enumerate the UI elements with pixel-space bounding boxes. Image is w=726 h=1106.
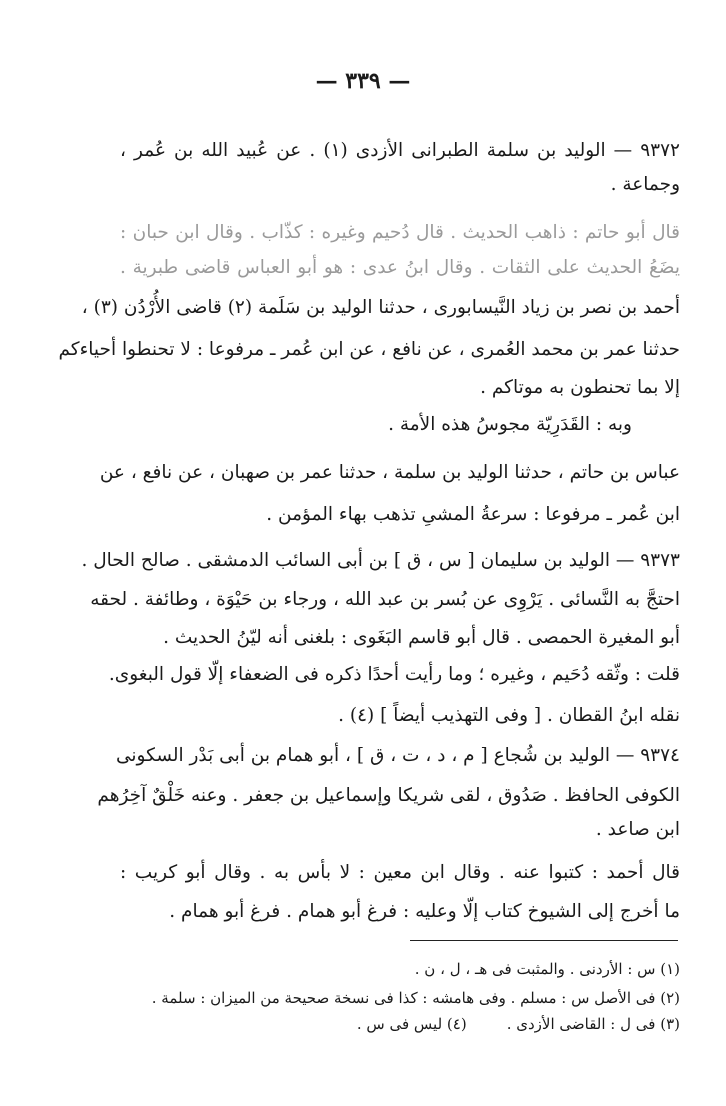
footnote-4: (٤) ليس فى س . bbox=[356, 1015, 467, 1033]
entry-9374-line-1: ٩٣٧٤ — الوليد بن شُجاع [ م ، د ، ت ، ق ] ، أبو همام بن أبى بَدْر السكونى bbox=[115, 745, 680, 766]
text-line: ابن عُمر ـ مرفوعا : سرعةُ المشىِ تذهب بهاء المؤمن . bbox=[266, 504, 680, 525]
text-line: وبه : القَدَرِيّة مجوسُ هذه الأمة . bbox=[388, 414, 632, 435]
footnote-1: (١) س : الأردنى . والمثبت فى هـ ، ل ، ن . bbox=[414, 960, 680, 978]
page-number: — ٣٣٩ — bbox=[315, 68, 411, 94]
text-line: قال أحمد : كتبوا عنه . وقال ابن معين : لا بأس به . وقال أبو كريب : bbox=[120, 862, 680, 883]
footnote-divider bbox=[410, 940, 678, 941]
entry-9372-line-2: وجماعة . bbox=[610, 174, 680, 195]
text-line: الكوفى الحافظ . صَدُوق ، لقى شريكا وإسماعيل بن جعفر . وعنه خَلْقٌ آخِرُهم bbox=[97, 785, 680, 806]
faded-text-line: يضَعُ الحديث على الثقات . وقال ابنُ عدى : هو أبو العباس قاضى طبرية . bbox=[120, 257, 680, 278]
faded-text-line: قال أبو حاتم : ذاهب الحديث . قال دُحيم وغيره : كذّاب . وقال ابن حبان : bbox=[120, 222, 680, 243]
entry-9372-line-1: ٩٣٧٢ — الوليد بن سلمة الطبرانى الأزدى (١) . عن عُبيد الله بن عُمر ، bbox=[120, 140, 680, 161]
footnote-3: (٣) فى ل : القاضى الأزدى . bbox=[506, 1015, 680, 1033]
footnote-2: (٢) فى الأصل س : مسلم . وفى هامشه : كذا فى نسخة صحيحة من الميزان : سلمة . bbox=[151, 989, 680, 1007]
text-line: أحمد بن نصر بن زياد النَّيسابورى ، حدثنا الوليد بن سَلَمة (٢) قاضى الأُرْدُن (٣) ، bbox=[81, 297, 680, 318]
text-line: ما أخرج إلى الشيوخ كتاب إلّا وعليه : فرغ أبو همام . فرغ أبو همام . bbox=[169, 901, 680, 922]
footnotes-3-4 bbox=[120, 1012, 680, 1036]
text-line: إلا بما تحنطون به موتاكم . bbox=[480, 377, 680, 398]
text-line: ابن صاعد . bbox=[595, 819, 680, 840]
text-line: احتجَّ به النَّسائى . يَرْوِى عن بُسر بن عبد الله ، ورجاء بن حَيْوَة ، وطائفة . لحقه bbox=[90, 589, 680, 610]
text-line: قلت : وثّقه دُحَيم ، وغيره ؛ وما رأيت أحدًا ذكره فى الضعفاء إلّا قول البغوى. bbox=[108, 664, 680, 685]
entry-9373-line-1: ٩٣٧٣ — الوليد بن سليمان [ س ، ق ] بن أبى السائب الدمشقى . صالح الحال . bbox=[81, 550, 680, 571]
text-line: عباس بن حاتم ، حدثنا الوليد بن سلمة ، حدثنا عمر بن صهبان ، عن نافع ، عن bbox=[99, 462, 680, 483]
text-line: حدثنا عمر بن محمد العُمرى ، عن نافع ، عن ابن عُمر ـ مرفوعا : لا تحنطوا أحياءكم bbox=[58, 339, 680, 360]
text-line: أبو المغيرة الحمصى . قال أبو قاسم البَغَوى : بلغنى أنه ليّنُ الحديث . bbox=[163, 627, 680, 648]
text-line: نقله ابنُ القطان . [ وفى التهذيب أيضاً ] (٤) . bbox=[338, 705, 680, 726]
